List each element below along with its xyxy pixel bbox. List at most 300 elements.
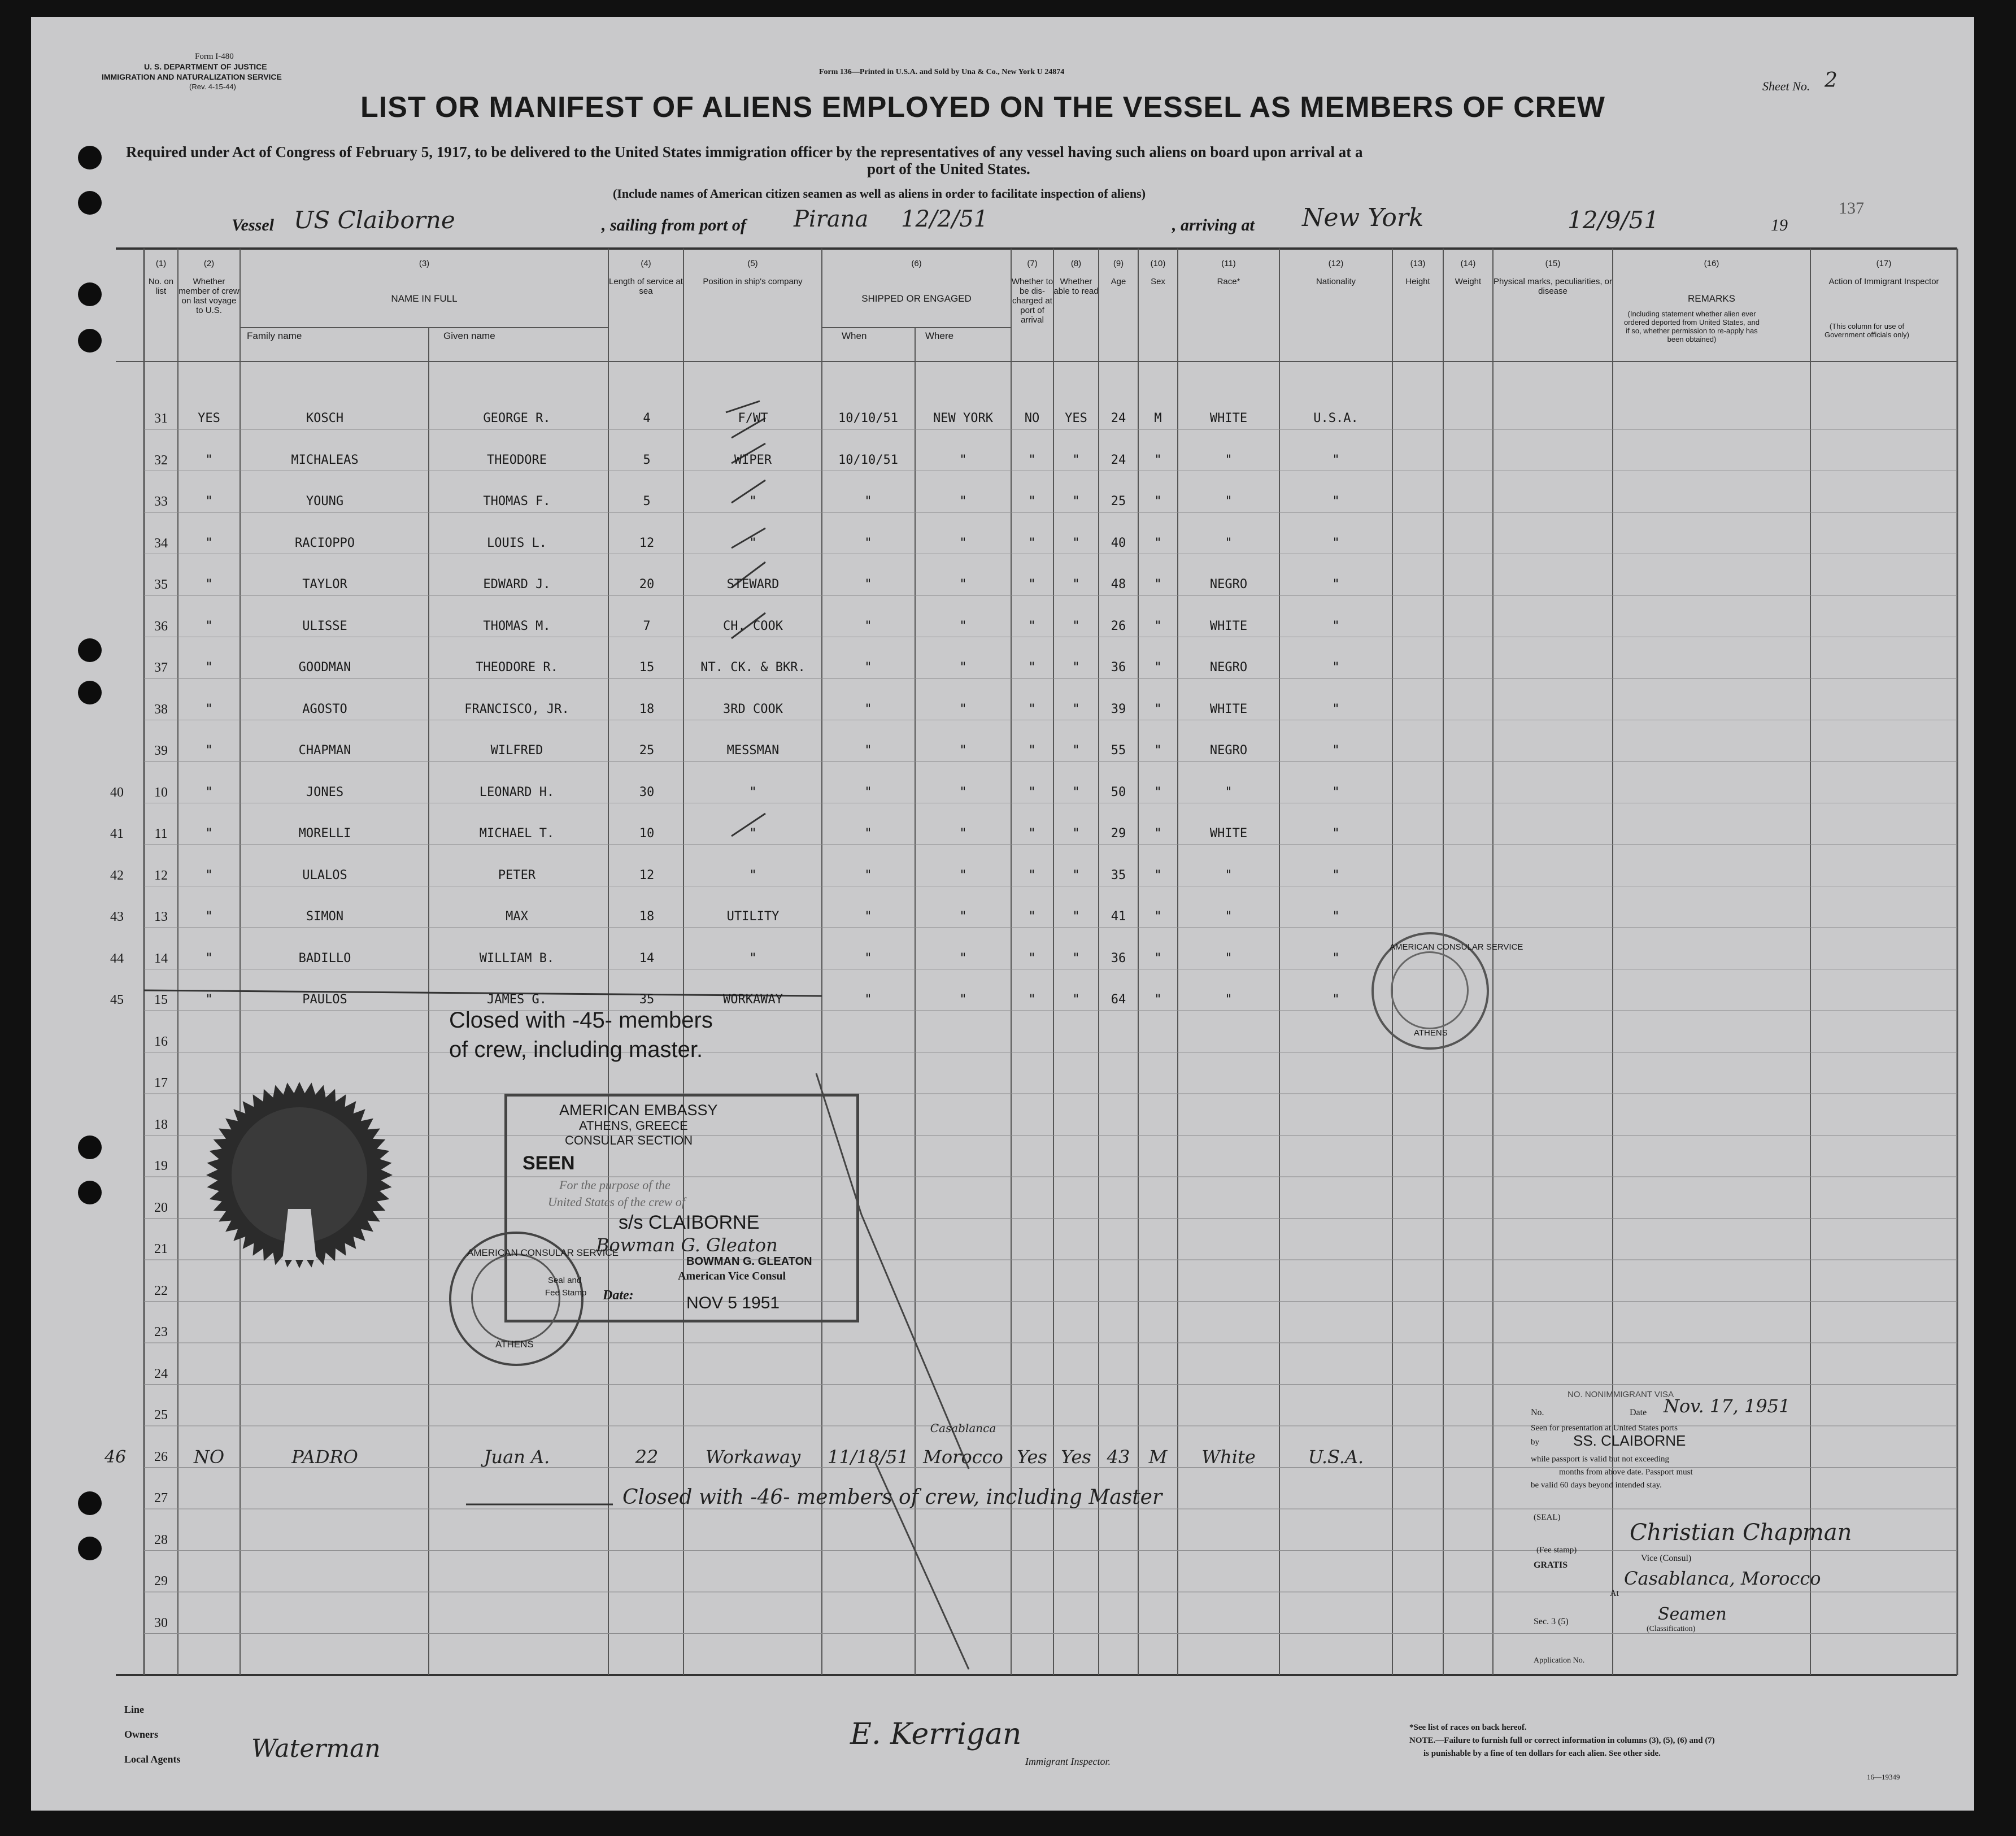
cell: 26 [1111, 619, 1126, 633]
cell: " [959, 868, 967, 882]
cell: " [1225, 993, 1233, 1007]
cell: " [864, 494, 872, 508]
cell: YES [198, 411, 220, 425]
consular-seal-fee2: Fee Stamp [545, 1288, 587, 1298]
visa-l2: months from above date. Passport must [1559, 1468, 1693, 1477]
cell: 35 [639, 993, 655, 1007]
cell: " [1028, 660, 1036, 675]
cell: MICHALEAS [291, 453, 359, 467]
column-label: Height [1405, 277, 1430, 286]
remarks-note: (Including statement whether alien ever ordered deported from United States, and if so, whether permission to re-apply has been obtained) [1624, 310, 1760, 343]
cell: " [864, 910, 872, 924]
cell: " [1332, 453, 1340, 467]
cell: " [1332, 993, 1340, 1007]
cell: 18 [154, 1117, 168, 1132]
column-number: (10) [1150, 259, 1166, 268]
cell: 55 [1111, 743, 1126, 758]
margin-number: 46 [104, 1447, 127, 1467]
form-id: Form I-480 [195, 52, 234, 61]
cell: " [1332, 951, 1340, 965]
embossed-seal [203, 1079, 395, 1271]
column-number: (4) [641, 259, 651, 268]
cell: " [1072, 577, 1080, 591]
cell: " [1332, 702, 1340, 716]
cell: 34 [154, 536, 168, 551]
cell: MAX [506, 910, 528, 924]
column-number: (2) [203, 259, 215, 268]
cell: " [1028, 619, 1036, 633]
cell: UTILITY [726, 910, 780, 924]
cell: Workaway [705, 1446, 801, 1468]
year-label: 19 [1771, 216, 1788, 234]
cell: GOODMAN [298, 660, 351, 675]
cell: 24 [154, 1366, 168, 1381]
cell: 29 [1111, 826, 1126, 841]
binder-hole [78, 1537, 102, 1560]
consular-seal-ring: AMERICAN CONSULAR SERVICE [467, 1247, 619, 1258]
cell: 48 [1111, 577, 1126, 591]
embassy-seen: SEEN [522, 1152, 575, 1174]
cell: " [959, 702, 967, 716]
cell: " [1154, 536, 1162, 550]
embassy-vessel: s/s CLAIBORNE [619, 1212, 760, 1233]
cell: MICHAEL T. [479, 826, 555, 841]
cell: " [205, 910, 213, 924]
cell: 19 [154, 1159, 168, 1173]
cell: " [205, 619, 213, 633]
cell: " [205, 702, 213, 716]
cell: " [1028, 453, 1036, 467]
cell: " [959, 743, 967, 758]
binder-hole [78, 1135, 102, 1159]
cell: White [1201, 1446, 1256, 1468]
when-head: When [842, 330, 867, 341]
footer-owners: Owners [124, 1729, 158, 1740]
printer-line: Form 136—Printed in U.S.A. and Sold by Una & Co., New York U 24874 [819, 68, 1065, 76]
cell: 39 [154, 743, 168, 758]
sailing-date: 12/2/51 [901, 206, 989, 232]
closed-typed-2: of crew, including master. [449, 1037, 703, 1062]
cell: " [864, 785, 872, 799]
cell: WHITE [1209, 619, 1248, 633]
column-number: (15) [1545, 259, 1561, 268]
cell: 25 [639, 743, 655, 758]
cell: " [1072, 785, 1080, 799]
cell: " [864, 868, 872, 882]
cell: Yes [1061, 1446, 1091, 1468]
cell: 17 [154, 1076, 168, 1090]
embassy-l3: CONSULAR SECTION [565, 1133, 693, 1147]
cell: " [1225, 785, 1233, 799]
cell: " [1028, 702, 1036, 716]
cell: " [749, 785, 757, 799]
cell: " [205, 993, 213, 1007]
binder-hole [78, 146, 102, 169]
cell: " [959, 619, 967, 633]
cell: Morocco [923, 1446, 1003, 1468]
cell: CH. COOK [723, 619, 783, 633]
embassy-l9: American Vice Consul [678, 1270, 786, 1282]
margin-number: 45 [110, 993, 124, 1007]
cell: PADRO [291, 1446, 358, 1468]
column-label: Physical marks, peculiarities, or disease [1493, 277, 1613, 296]
cell: " [1225, 910, 1233, 924]
cell: " [205, 785, 213, 799]
cell: " [1225, 494, 1233, 508]
cell: LEONARD H. [479, 785, 555, 799]
column-label: NAME IN FULL [391, 293, 458, 304]
cell: " [1072, 868, 1080, 882]
cell: " [959, 993, 967, 1007]
subtitle-2: port of the United States. [867, 160, 1030, 177]
cell: 12 [154, 868, 168, 883]
embassy-l1: AMERICAN EMBASSY [559, 1102, 718, 1119]
column-label: SHIPPED OR ENGAGED [861, 293, 972, 304]
cell: " [205, 577, 213, 591]
cell: NEGRO [1209, 660, 1248, 675]
right-seal-ring: AMERICAN CONSULAR SERVICE [1390, 942, 1523, 952]
cell: JONES [306, 785, 344, 799]
column-number: (16) [1704, 259, 1719, 268]
cell: " [1072, 453, 1080, 467]
column-label: Position in ship's company [703, 277, 803, 286]
cell: THOMAS M. [483, 619, 551, 633]
cell: " [1072, 619, 1080, 633]
cell: " [1332, 743, 1340, 758]
column-label: Age [1111, 277, 1126, 286]
cell: 50 [1111, 785, 1126, 799]
cell: " [1332, 660, 1340, 675]
cell: " [1154, 577, 1162, 591]
cell: WILFRED [490, 743, 543, 758]
cell: 40 [1111, 536, 1126, 550]
cell: M [1148, 1446, 1168, 1468]
cell: 38 [154, 702, 168, 717]
cell: 5 [643, 494, 651, 508]
visa-date-label: Date [1630, 1408, 1647, 1417]
embassy-signature: Bowman G. Gleaton [596, 1234, 778, 1256]
consular-seal-fee1: Seal and [548, 1276, 582, 1285]
agents-signature: Waterman [251, 1734, 381, 1763]
vessel-name: US Claiborne [294, 206, 455, 234]
cell: " [1028, 577, 1036, 591]
cell: THEODORE R. [476, 660, 558, 675]
cell: WHITE [1209, 411, 1248, 425]
cell: THOMAS F. [483, 494, 551, 508]
cell: " [749, 826, 757, 841]
cell: 14 [154, 951, 168, 966]
cell: " [1332, 577, 1340, 591]
cell: " [1028, 826, 1036, 841]
column-label: Nationality [1316, 277, 1356, 286]
cell: " [1154, 494, 1162, 508]
cell: 22 [154, 1283, 168, 1298]
margin-number: 40 [110, 785, 124, 800]
margin-number: 44 [110, 951, 124, 966]
cell: M [1154, 411, 1162, 425]
cell: PAULOS [302, 993, 347, 1007]
cell: MORELLI [298, 826, 351, 841]
cell: " [1072, 993, 1080, 1007]
cell: 21 [154, 1242, 168, 1256]
visa-title: NO. NONIMMIGRANT VISA [1567, 1390, 1674, 1399]
cell: WHITE [1209, 826, 1248, 841]
cell: " [1225, 453, 1233, 467]
column-label: Whether able to read [1053, 277, 1099, 296]
cell: 15 [639, 660, 655, 675]
given-name-head: Given name [443, 330, 495, 341]
cell: RACIOPPO [295, 536, 355, 550]
cell: " [1154, 619, 1162, 633]
binder-hole [78, 282, 102, 306]
cell: NEGRO [1209, 577, 1248, 591]
cell: " [959, 826, 967, 841]
cell: " [749, 536, 757, 550]
footer-code: 16—19349 [1867, 1773, 1900, 1781]
column-number: (3) [419, 259, 430, 268]
column-label: Race* [1217, 277, 1240, 286]
cell: " [205, 743, 213, 758]
cell: " [864, 702, 872, 716]
cell: 3RD COOK [723, 702, 783, 716]
cell: 37 [154, 660, 168, 675]
cell: ULALOS [302, 868, 347, 882]
column-number: (9) [1113, 259, 1124, 268]
sheet-label: Sheet No. [1762, 79, 1810, 93]
footer-agents: Local Agents [124, 1754, 181, 1765]
cell: THEODORE [487, 453, 547, 467]
cell: 25 [154, 1408, 168, 1422]
embassy-date-label: Date: [603, 1288, 634, 1303]
cell: " [1028, 910, 1036, 924]
cell: TAYLOR [302, 577, 347, 591]
column-label: No. on list [148, 277, 174, 296]
cell: STEWARD [726, 577, 780, 591]
visa-by: by [1531, 1438, 1539, 1447]
cell: JAMES G. [487, 993, 547, 1007]
sheet-no: 2 [1825, 69, 1838, 92]
cell: " [1154, 785, 1162, 799]
service: IMMIGRATION AND NATURALIZATION SERVICE [102, 72, 282, 81]
cell: CHAPMAN [298, 743, 351, 758]
arriving-date: 12/9/51 [1567, 206, 1659, 234]
right-seal-city: ATHENS [1414, 1028, 1448, 1038]
cell: U.S.A. [1313, 411, 1358, 425]
embassy-l6: United States of the crew of [548, 1195, 685, 1209]
closed-handwritten: Closed with -46- members of crew, including Master [622, 1486, 1162, 1509]
cell: " [864, 619, 872, 633]
cell: 64 [1111, 993, 1126, 1007]
cell: 15 [154, 993, 168, 1007]
cell: 18 [639, 702, 655, 716]
cell: " [1154, 910, 1162, 924]
cell: " [1028, 743, 1036, 758]
cell: " [205, 826, 213, 841]
visa-no-label: No. [1531, 1408, 1544, 1417]
column-number: (14) [1460, 259, 1476, 268]
page-title: LIST OR MANIFEST OF ALIENS EMPLOYED ON THE VESSEL AS MEMBERS OF CREW [360, 91, 1605, 124]
cell: " [1028, 993, 1036, 1007]
cell: 14 [639, 951, 655, 965]
cell: GEORGE R. [483, 411, 551, 425]
cell: " [959, 453, 967, 467]
cell: " [864, 951, 872, 965]
column-number: (7) [1027, 259, 1038, 268]
cell: " [1072, 951, 1080, 965]
cell: NEGRO [1209, 743, 1248, 758]
cell: LOUIS L. [487, 536, 547, 550]
cell: 4 [643, 411, 651, 425]
margin-number: 42 [110, 868, 124, 883]
cell: 28 [154, 1532, 168, 1547]
cell: 27 [154, 1491, 168, 1506]
visa-signature: Christian Chapman [1630, 1520, 1852, 1546]
cell: 24 [1111, 453, 1126, 467]
cell: 22 [635, 1446, 659, 1468]
cell: " [1154, 826, 1162, 841]
cell: MESSMAN [726, 743, 780, 758]
cell: " [1072, 743, 1080, 758]
margin-number: 43 [110, 910, 124, 924]
column-number: (12) [1328, 259, 1344, 268]
footer-line: Line [124, 1704, 145, 1715]
cell: 33 [154, 494, 168, 509]
cell: " [1332, 910, 1340, 924]
cell: " [205, 536, 213, 550]
column-label: Whether to be dis-charged at port of arrival [1011, 277, 1053, 325]
cell: 10/10/51 [838, 411, 898, 425]
cell: Juan A. [484, 1446, 550, 1468]
cell: NT. CK. & BKR. [700, 660, 805, 675]
cell: " [1072, 910, 1080, 924]
cell: " [749, 868, 757, 882]
cell: " [205, 660, 213, 675]
cell: 36 [1111, 951, 1126, 965]
cell: " [1154, 453, 1162, 467]
cell: " [864, 536, 872, 550]
cell: " [959, 951, 967, 965]
cell: " [959, 785, 967, 799]
visa-fee: (Fee stamp) [1536, 1546, 1577, 1555]
cell: " [1028, 951, 1036, 965]
cell: 20 [639, 577, 655, 591]
cell: 16 [154, 1034, 168, 1049]
cell: 18 [639, 910, 655, 924]
cell: 10 [639, 826, 655, 841]
cell: " [1332, 619, 1340, 633]
cell: WORKAWAY [723, 993, 783, 1007]
cell: SIMON [306, 910, 344, 924]
cell: " [1154, 660, 1162, 675]
embassy-l5: For the purpose of the [559, 1178, 670, 1192]
visa-class-label: (Classification) [1647, 1625, 1696, 1633]
cell: 36 [1111, 660, 1126, 675]
binder-hole [78, 329, 102, 353]
cell: 24 [1111, 411, 1126, 425]
cell: 36 [154, 619, 168, 634]
column-label: REMARKS [1687, 293, 1736, 304]
cell: " [864, 993, 872, 1007]
cell: " [205, 868, 213, 882]
cell: 41 [1111, 910, 1126, 924]
action-note: (This column for use of Government officials only) [1824, 322, 1910, 339]
cell: " [959, 494, 967, 508]
cell: " [864, 743, 872, 758]
cell: 39 [1111, 702, 1126, 716]
binder-hole [78, 638, 102, 662]
cell: " [864, 826, 872, 841]
cell: WILLIAM B. [479, 951, 555, 965]
visa-seen: Seen for presentation at United States ports [1531, 1424, 1678, 1433]
cell: " [1225, 536, 1233, 550]
cell: " [1332, 826, 1340, 841]
cell: 12 [639, 536, 655, 550]
column-number: (5) [747, 259, 758, 268]
cell: Yes [1017, 1446, 1047, 1468]
cell: 43 [1107, 1446, 1130, 1468]
cell: 13 [154, 910, 168, 924]
cell: " [1332, 536, 1340, 550]
column-label: Sex [1151, 277, 1165, 286]
closed-typed-1: Closed with -45- members [449, 1008, 713, 1033]
visa-date: Nov. 17, 1951 [1664, 1395, 1791, 1417]
visa-at: At [1610, 1589, 1619, 1598]
cell: 30 [154, 1615, 168, 1630]
subtitle-3: (Include names of American citizen seamen as well as aliens in order to facilitate inspection of aliens) [613, 186, 1146, 201]
cell: WIPER [734, 453, 772, 467]
binder-hole [78, 1181, 102, 1204]
column-number: (13) [1410, 259, 1426, 268]
subtitle-1: Required under Act of Congress of February 5, 1917, to be delivered to the United States immigration officer by the representatives of any vessel having such aliens on board upon arrival at a [126, 143, 1363, 160]
rev: (Rev. 4-15-44) [189, 82, 236, 91]
dept: U. S. DEPARTMENT OF JUSTICE [144, 62, 267, 71]
cell: " [1332, 868, 1340, 882]
cell: WHITE [1209, 702, 1248, 716]
cell: " [959, 910, 967, 924]
arriving-label: , arriving at [1172, 216, 1255, 234]
visa-l1: while passport is valid but not exceeding [1531, 1455, 1669, 1464]
cell: YOUNG [306, 494, 344, 508]
cell: ULISSE [302, 619, 347, 633]
cell: " [1028, 536, 1036, 550]
cell: 7 [643, 619, 651, 633]
cell: KOSCH [306, 411, 344, 425]
cell: " [864, 577, 872, 591]
cell: " [205, 453, 213, 467]
cell: " [1332, 785, 1340, 799]
footer-note1: *See list of races on back hereof. [1409, 1723, 1527, 1732]
cell: 20 [154, 1200, 168, 1215]
cell: AGOSTO [302, 702, 347, 716]
cell: " [1154, 951, 1162, 965]
arriving-port: New York [1302, 203, 1424, 232]
cell: " [749, 494, 757, 508]
cell: 31 [154, 411, 168, 426]
cell: " [1028, 868, 1036, 882]
cell: NO [193, 1446, 225, 1468]
inspector-label: Immigrant Inspector. [1025, 1756, 1111, 1767]
binder-hole [78, 1491, 102, 1515]
cell: PETER [498, 868, 536, 882]
cell: EDWARD J. [483, 577, 551, 591]
cell: " [1154, 702, 1162, 716]
cell: U.S.A. [1308, 1446, 1364, 1468]
embassy-l8: BOWMAN G. GLEATON [686, 1255, 812, 1268]
binder-hole [78, 191, 102, 215]
visa-vessel: SS. CLAIBORNE [1573, 1432, 1686, 1449]
cell: 10 [154, 785, 168, 800]
cell: 30 [639, 785, 655, 799]
